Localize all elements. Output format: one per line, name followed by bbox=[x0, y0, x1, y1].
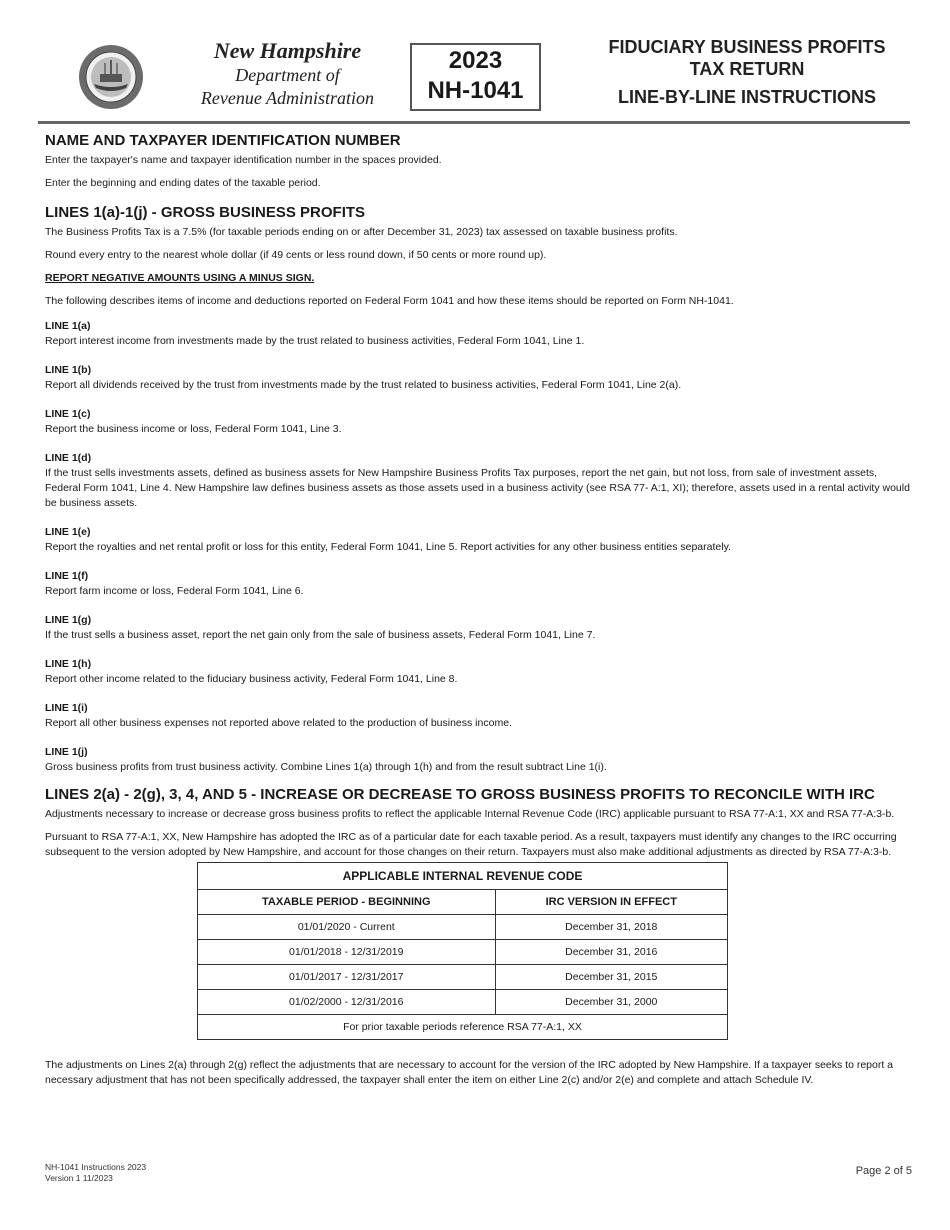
page-header bbox=[0, 0, 950, 122]
version-cell: December 31, 2015 bbox=[495, 965, 727, 990]
paragraph: Enter the beginning and ending dates of the taxable period. bbox=[45, 177, 321, 189]
title-line3: LINE-BY-LINE INSTRUCTIONS bbox=[617, 87, 876, 107]
state-seal-icon bbox=[78, 44, 144, 110]
form-title bbox=[552, 36, 942, 109]
dept-state: New Hampshire bbox=[213, 38, 362, 63]
line-text: Gross business profits from trust business activity. Combine Lines 1(a) through 1(h) and from the result subtract Line 1(i). bbox=[45, 761, 607, 773]
page-number: Page 2 of 5 bbox=[855, 1165, 912, 1177]
version-cell: December 31, 2016 bbox=[495, 940, 727, 965]
name-section bbox=[45, 131, 910, 191]
line-item bbox=[45, 613, 910, 643]
period-cell: 01/01/2018 - 12/31/2019 bbox=[198, 940, 496, 965]
table-footer: For prior taxable periods reference RSA 77-A:1, XX bbox=[198, 1015, 728, 1040]
dept-line3: Revenue Administration bbox=[200, 88, 375, 108]
line-item bbox=[45, 745, 910, 775]
table-caption: APPLICABLE INTERNAL REVENUE CODE bbox=[198, 863, 728, 890]
column-header: IRC VERSION IN EFFECT bbox=[495, 890, 727, 915]
footer-version: Version 1 11/2023 bbox=[45, 1173, 113, 1183]
line-label: LINE 1(c) bbox=[45, 408, 91, 420]
footer-doc-name: NH-1041 Instructions 2023 bbox=[45, 1162, 147, 1172]
title-line1: FIDUCIARY BUSINESS PROFITS bbox=[608, 37, 886, 57]
paragraph: The following describes items of income and deductions reported on Federal Form 1041 and how these items should be reported on Form NH-1041. bbox=[45, 295, 734, 307]
line-label: LINE 1(h) bbox=[45, 658, 92, 670]
title-line2: TAX RETURN bbox=[689, 59, 805, 79]
table-row bbox=[198, 965, 728, 990]
line-label: LINE 1(g) bbox=[45, 614, 92, 626]
column-header: TAXABLE PERIOD - BEGINNING bbox=[198, 890, 496, 915]
line-text: Report farm income or loss, Federal Form 1041, Line 6. bbox=[45, 585, 304, 597]
line-item bbox=[45, 657, 910, 687]
line-item bbox=[45, 407, 910, 437]
line-text: Report other income related to the fiduciary business activity, Federal Form 1041, Line 8. bbox=[45, 673, 458, 685]
table-row bbox=[198, 915, 728, 940]
table-row bbox=[198, 990, 728, 1015]
table-row bbox=[198, 940, 728, 965]
form-year: 2023 bbox=[448, 47, 503, 74]
period-cell: 01/01/2017 - 12/31/2017 bbox=[198, 965, 496, 990]
line-item bbox=[45, 363, 910, 393]
line-label: LINE 1(b) bbox=[45, 364, 92, 376]
line-text: Report all dividends received by the trust from investments made by the trust related to business activities, Federal Form 1041, Line 2(a). bbox=[45, 379, 682, 391]
paragraph: The Business Profits Tax is a 7.5% (for taxable periods ending on or after December 31, 2023) tax assessed on taxable business profits. bbox=[45, 226, 678, 238]
irc-table bbox=[197, 862, 728, 1040]
line-text: Report the business income or loss, Federal Form 1041, Line 3. bbox=[45, 423, 342, 435]
table-footer-row bbox=[198, 1015, 728, 1040]
lines1-section bbox=[45, 203, 910, 775]
footer-doc-info bbox=[45, 1162, 146, 1184]
paragraph: Pursuant to RSA 77-A:1, XX, New Hampshire has adopted the IRC as of a particular date for each taxable period. As a result, taxpayers must identify any changes to the IRC occurring subsequent to the version adopted by New Hampshire, and account for those changes on their return. Taxpayers must also make additional adjustments as directed by RSA 77-A:3-b. bbox=[45, 831, 897, 858]
form-number: NH-1041 bbox=[427, 77, 524, 104]
version-cell: December 31, 2018 bbox=[495, 915, 727, 940]
paragraph: Adjustments necessary to increase or decrease gross business profits to reflect the applicable Internal Revenue Code (IRC) applicable pursuant to RSA 77-A:1, XX and RSA 77-A:3-b. bbox=[45, 808, 895, 820]
line-item bbox=[45, 319, 910, 349]
line-item bbox=[45, 569, 910, 599]
table-header-row bbox=[198, 890, 728, 915]
line-text: Report all other business expenses not reported above related to the production of business income. bbox=[45, 717, 512, 729]
line-label: LINE 1(i) bbox=[45, 702, 88, 714]
paragraph: Round every entry to the nearest whole dollar (if 49 cents or less round down, if 50 cents or more round up). bbox=[45, 249, 547, 261]
line-text: If the trust sells investments assets, defined as business assets for New Hampshire Business Profits Tax purposes, report the net gain, but not loss, from sale of investment assets, Federal Form 1041, Line 4. New Hampshire law defines business assets as those assets used in a business activity (see RSA 77- A:1, XI); therefore, assets used in a rental activity would be business assets. bbox=[45, 467, 910, 509]
paragraph: Enter the taxpayer's name and taxpayer identification number in the spaces provided. bbox=[45, 154, 442, 166]
form-id-box bbox=[410, 43, 541, 111]
line-item bbox=[45, 451, 910, 511]
version-cell: December 31, 2000 bbox=[495, 990, 727, 1015]
section-heading: NAME AND TAXPAYER IDENTIFICATION NUMBER bbox=[45, 132, 401, 149]
section-heading: LINES 2(a) - 2(g), 3, 4, AND 5 - INCREASE OR DECREASE TO GROSS BUSINESS PROFITS TO RECONCILE WITH IRC bbox=[45, 786, 875, 803]
line-text: If the trust sells a business asset, report the net gain only from the sale of business assets, Federal Form 1041, Line 7. bbox=[45, 629, 596, 641]
header-divider bbox=[38, 121, 910, 124]
table-caption-row bbox=[198, 863, 728, 890]
negative-amounts-note: REPORT NEGATIVE AMOUNTS USING A MINUS SIGN. bbox=[45, 272, 315, 284]
dept-line2: Department of bbox=[235, 65, 340, 85]
line-text: Report interest income from investments made by the trust related to business activities, Federal Form 1041, Line 1. bbox=[45, 335, 585, 347]
line-label: LINE 1(d) bbox=[45, 452, 92, 464]
line-label: LINE 1(a) bbox=[45, 320, 91, 332]
instructions-body bbox=[45, 131, 910, 1096]
department-name bbox=[165, 38, 410, 110]
lines2-section bbox=[45, 785, 910, 1088]
line-text: Report the royalties and net rental profit or loss for this entity, Federal Form 1041, Line 5. Report activities for any other business entities separately. bbox=[45, 541, 731, 553]
section-heading: LINES 1(a)-1(j) - GROSS BUSINESS PROFITS bbox=[45, 204, 366, 221]
paragraph: The adjustments on Lines 2(a) through 2(g) reflect the adjustments that are necessary to account for the version of the IRC adopted by New Hampshire. If a taxpayer seeks to report a necessary adjustment that has not been specifically addressed, the taxpayer shall enter the item on either Line 2(c) and/or 2(e) and complete and attach Schedule IV. bbox=[45, 1059, 894, 1086]
line-label: LINE 1(f) bbox=[45, 570, 89, 582]
line-item bbox=[45, 701, 910, 731]
period-cell: 01/02/2000 - 12/31/2016 bbox=[198, 990, 496, 1015]
period-cell: 01/01/2020 - Current bbox=[198, 915, 496, 940]
line-item bbox=[45, 525, 910, 555]
line-label: LINE 1(e) bbox=[45, 526, 91, 538]
line-label: LINE 1(j) bbox=[45, 746, 88, 758]
